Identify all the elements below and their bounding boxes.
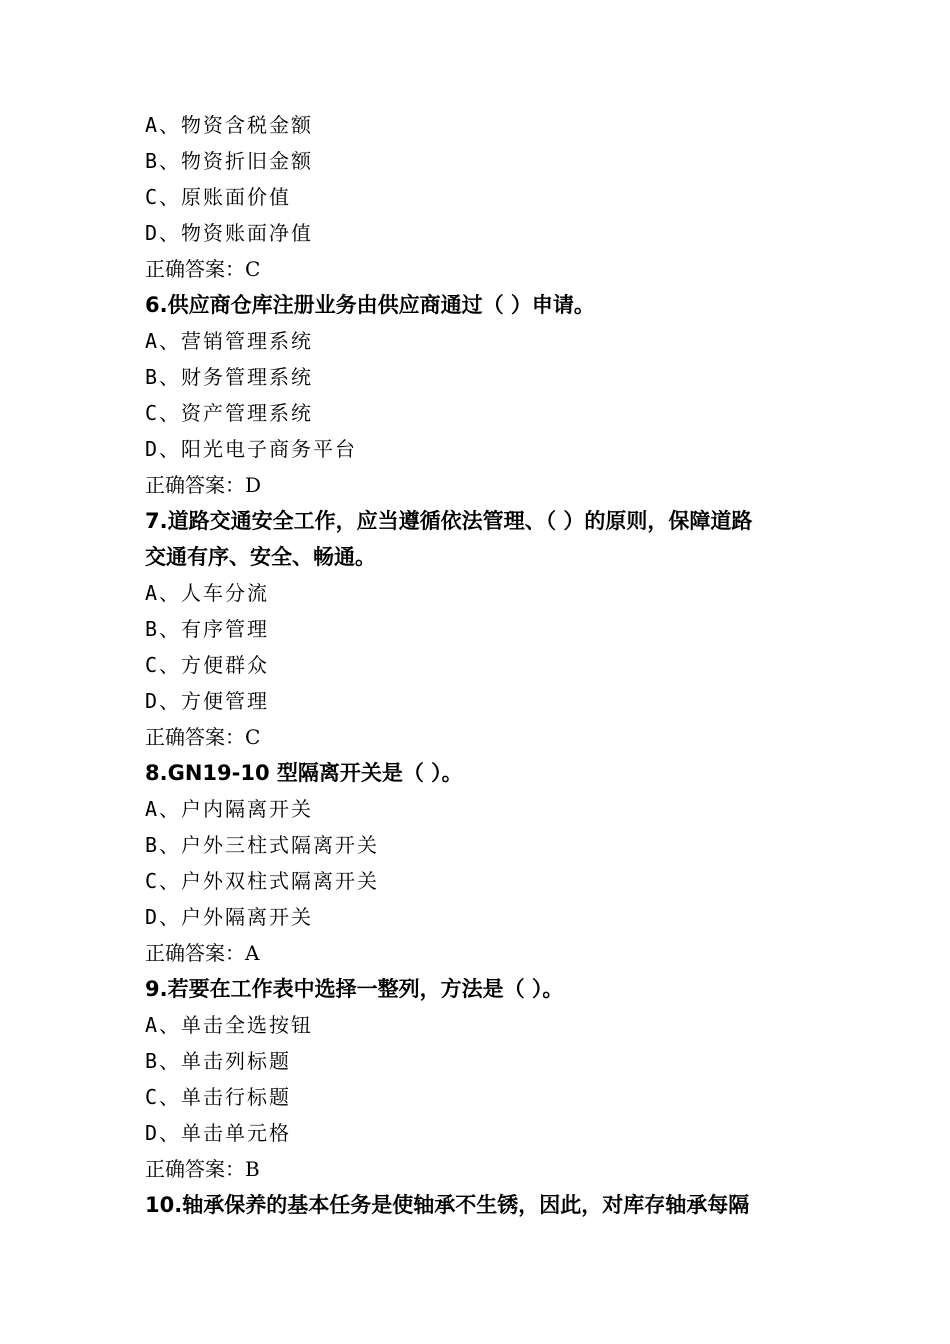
q9-answer: 正确答案：B — [145, 1157, 260, 1181]
q6-option-c: C、资产管理系统 — [145, 401, 314, 425]
q8-question: 8.GN19-10 型隔离开关是（ ）。 — [145, 761, 463, 785]
q7-option-c: C、方便群众 — [145, 653, 270, 677]
q9-option-a: A、单击全选按钮 — [145, 1013, 314, 1037]
q7-answer: 正确答案：C — [145, 725, 261, 749]
q5-answer: 正确答案：C — [145, 257, 261, 281]
q6-answer: 正确答案：D — [145, 473, 262, 497]
q6-question: 6.供应商仓库注册业务由供应商通过（ ）申请。 — [145, 293, 595, 317]
q6-option-a: A、营销管理系统 — [145, 329, 314, 353]
q9-option-c: C、单击行标题 — [145, 1085, 292, 1109]
q10-question: 10.轴承保养的基本任务是使轴承不生锈，因此，对库存轴承每隔 — [145, 1193, 750, 1217]
q5-option-c: C、原账面价值 — [145, 185, 292, 209]
q8-option-a: A、户内隔离开关 — [145, 797, 314, 821]
q7-option-b: B、有序管理 — [145, 617, 270, 641]
q7-option-a: A、人车分流 — [145, 581, 270, 605]
q6-option-d: D、阳光电子商务平台 — [145, 437, 358, 461]
q9-question: 9.若要在工作表中选择一整列，方法是（ ）。 — [145, 977, 564, 1001]
q8-option-c: C、户外双柱式隔离开关 — [145, 869, 380, 893]
document-page — [145, 107, 825, 1223]
q9-option-d: D、单击单元格 — [145, 1121, 292, 1145]
q8-option-b: B、户外三柱式隔离开关 — [145, 833, 380, 857]
q8-option-d: D、户外隔离开关 — [145, 905, 314, 929]
q7-question-line-1: 7.道路交通安全工作，应当遵循依法管理、（ ）的原则，保障道路 — [145, 509, 753, 533]
q5-option-a: A、物资含税金额 — [145, 113, 314, 137]
q5-option-b: B、物资折旧金额 — [145, 149, 314, 173]
q6-option-b: B、财务管理系统 — [145, 365, 314, 389]
q9-option-b: B、单击列标题 — [145, 1049, 292, 1073]
q8-answer: 正确答案：A — [145, 941, 260, 965]
q5-option-d: D、物资账面净值 — [145, 221, 314, 245]
q7-question-line-2: 交通有序、安全、畅通。 — [145, 545, 376, 569]
q7-option-d: D、方便管理 — [145, 689, 270, 713]
